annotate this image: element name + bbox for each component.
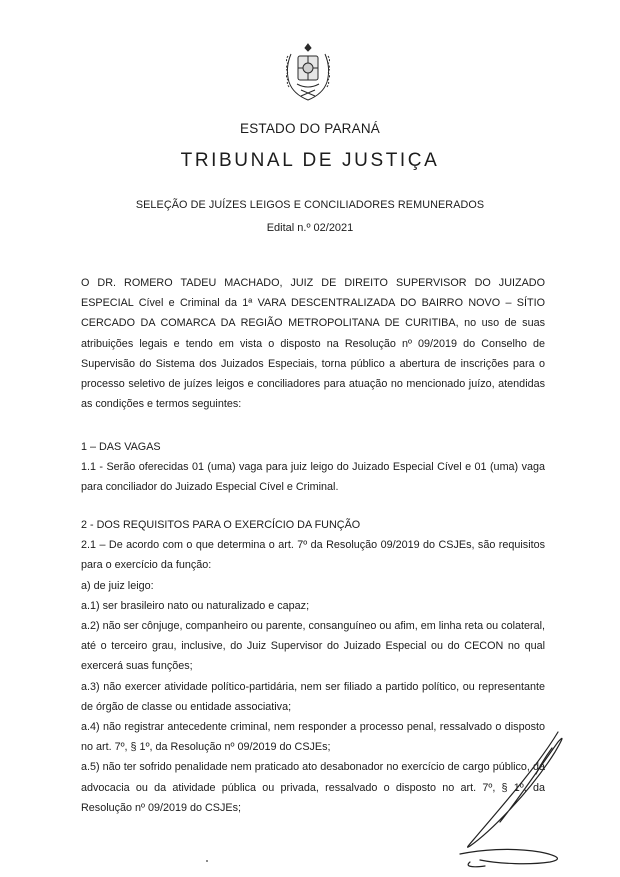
parana-coat-of-arms-icon: [283, 42, 333, 104]
item-a4: a.4) não registrar antecedente criminal, nem responder a processo penal, ressalvado o disposto no art. 7º, § 1º, da Resolução nº 09/2019 do CSJEs;: [81, 721, 545, 754]
state-name: ESTADO DO PARANÁ: [240, 121, 380, 136]
item-a: a) de juiz leigo:: [81, 579, 154, 592]
section-heading-vagas: 1 – DAS VAGAS: [81, 441, 161, 453]
item-a2: a.2) não ser cônjuge, companheiro ou parente, consanguíneo ou afim, em linha reta ou colateral, até o terceiro grau, inclusive, do Juiz Supervisor do Juizado Especial ou do CECON no qual exercerá suas funções;: [81, 620, 545, 673]
scan-speck: [206, 860, 208, 862]
item-1-1: 1.1 - Serão oferecidas 01 (uma) vaga para juiz leigo do Juizado Especial Cível e 01 (uma) vaga para conciliador do Juizado Especial Cível e Criminal.: [81, 461, 545, 494]
item-a1: a.1) ser brasileiro nato ou naturalizado e capaz;: [81, 599, 310, 612]
edital-number: Edital n.º 02/2021: [266, 222, 354, 234]
handwritten-signature: [440, 722, 590, 872]
item-a5: a.5) não ter sofrido penalidade nem praticado ato desabonador no exercício de cargo público, da advocacia ou da atividade pública ou privada, ressalvado o disposto no art. 7º, § 1º, da Resolução nº 09/2019 do CSJEs;: [81, 761, 545, 814]
section-heading-requisitos: 2 - DOS REQUISITOS PARA O EXERCÍCIO DA FUNÇÃO: [81, 519, 361, 531]
selection-title: SELEÇÃO DE JUÍZES LEIGOS E CONCILIADORES REMUNERADOS: [135, 199, 485, 211]
item-a3: a.3) não exercer atividade político-partidária, nem ser filiado a partido político, ou representante de órgão de classe ou entidade associativa;: [81, 680, 545, 713]
section-vagas: [81, 437, 545, 498]
intro-paragraph: O DR. ROMERO TADEU MACHADO, JUIZ DE DIREITO SUPERVISOR DO JUIZADO ESPECIAL Cível e Criminal da 1ª VARA DESCENTRALIZADA DO BAIRRO NOVO – SÍTIO CERCADO DA COMARCA DA REGIÃO METROPOLITANA DE CURITIBA, no uso de suas atribuições legais e tendo em vista o disposto na Resolução nº 09/2019 do Conselho de Supervisão do Sistema dos Juizados Especiais, torna público a abertura de inscrições para o processo seletivo de juízes leigos e conciliadores para atuação no mencionado juízo, atendidas as condições e termos seguintes:: [81, 277, 545, 411]
item-2-1: 2.1 – De acordo com o que determina o art. 7º da Resolução 09/2019 do CSJEs, são requisitos para o exercício da função:: [81, 539, 545, 572]
court-name: TRIBUNAL DE JUSTIÇA: [180, 150, 440, 171]
